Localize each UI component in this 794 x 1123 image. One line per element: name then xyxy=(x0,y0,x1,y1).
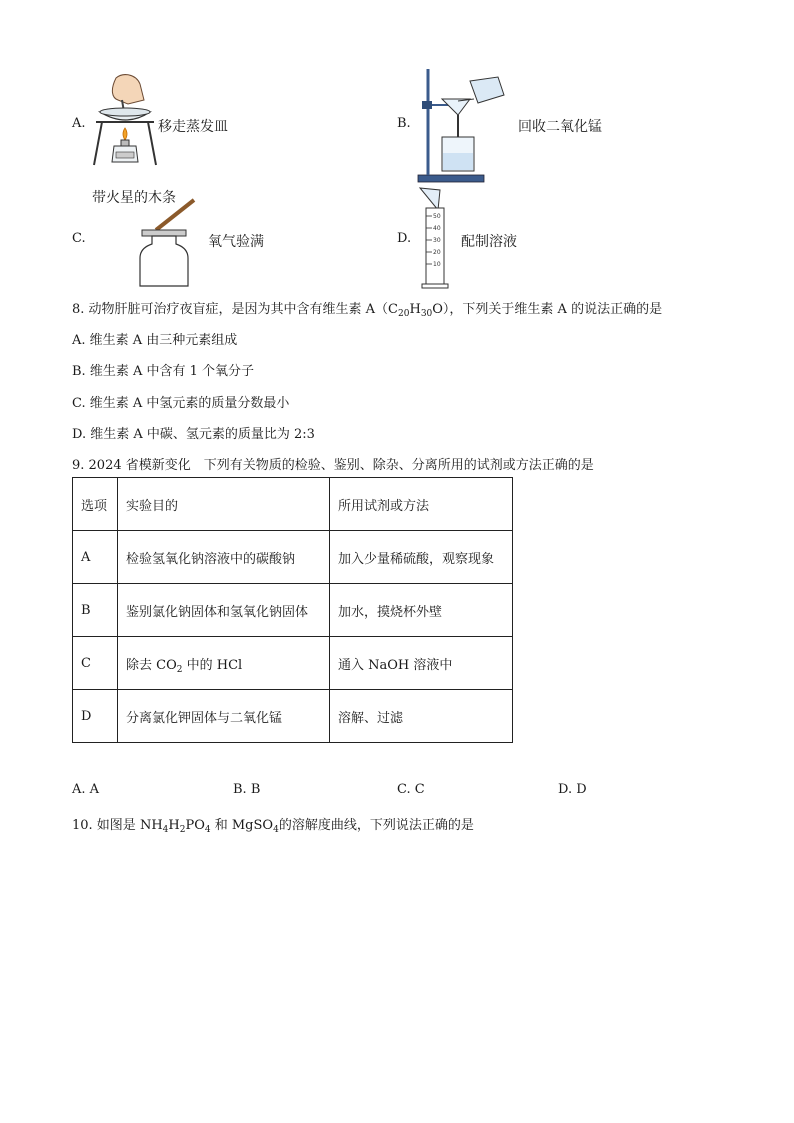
q9-answer-d: D. D xyxy=(558,782,587,797)
q10-sub: 4 xyxy=(162,825,169,835)
cylinder-mark-50: 50 xyxy=(433,213,441,220)
header-method: 所用试剂或方法 xyxy=(330,478,513,531)
q10-stem xyxy=(72,814,474,833)
evaporating-dish-figure xyxy=(88,70,158,175)
q8-stem-end: O），下列关于维生素 A 的说法正确的是 xyxy=(432,302,663,317)
q8-stem-h: H xyxy=(409,302,421,317)
row-option: A xyxy=(73,531,118,584)
header-option: 选项 xyxy=(73,478,118,531)
row-goal xyxy=(118,637,330,690)
cylinder-mark-30: 30 xyxy=(433,237,441,244)
q8-sub-c: 20 xyxy=(398,309,410,319)
table-row xyxy=(73,637,513,690)
row-option: D xyxy=(73,690,118,743)
q7-option-b-letter: B. xyxy=(397,116,411,131)
q7-option-d-caption: 配制溶液 xyxy=(461,234,517,250)
row-goal-sub: 2 xyxy=(176,664,183,675)
row-goal: 检验氢氧化钠溶液中的碳酸钠 xyxy=(118,531,330,584)
q10-part: 10. 如图是 NH xyxy=(72,818,163,833)
gas-bottle-figure xyxy=(134,196,200,290)
q10-sub: 4 xyxy=(204,825,211,835)
q8-stem-part: 8. 动物肝脏可治疗夜盲症，是因为其中含有维生素 A（C xyxy=(72,302,399,317)
q7-option-c-caption: 氧气验满 xyxy=(208,234,264,250)
q10-part: H xyxy=(168,818,180,833)
table-row xyxy=(73,584,513,637)
row-method: 通入 NaOH 溶液中 xyxy=(330,637,513,690)
row-method: 溶解、过滤 xyxy=(330,690,513,743)
q10-part: PO xyxy=(185,818,205,833)
q8-stem xyxy=(72,298,662,317)
q7-option-a-letter: A. xyxy=(72,116,86,131)
row-option: C xyxy=(73,637,118,690)
filtration-setup-figure xyxy=(414,65,506,185)
row-method: 加入少量稀硫酸，观察现象 xyxy=(330,531,513,584)
q10-part: 和 MgSO xyxy=(210,818,274,833)
q10-sub: 4 xyxy=(273,825,279,835)
cylinder-mark-40: 40 xyxy=(433,225,441,232)
q9-answer-a: A. A xyxy=(72,782,100,797)
q8-option-d: D. 维生素 A 中碳、氢元素的质量比为 2:3 xyxy=(72,427,315,442)
row-goal-part: 除去 CO xyxy=(126,657,177,673)
q8-option-a: A. 维生素 A 由三种元素组成 xyxy=(72,333,238,348)
cylinder-mark-10: 10 xyxy=(433,261,441,268)
q7-option-a-caption: 移走蒸发皿 xyxy=(158,119,228,135)
q8-sub-h: 30 xyxy=(420,309,433,319)
header-goal: 实验目的 xyxy=(118,478,330,531)
row-goal-end: 中的 HCl xyxy=(182,657,243,673)
q8-option-c: C. 维生素 A 中氢元素的质量分数最小 xyxy=(72,396,290,411)
table-row xyxy=(73,531,513,584)
graduated-cylinder-figure xyxy=(418,186,454,290)
q9-answer-c: C. C xyxy=(397,782,425,797)
row-option: B xyxy=(73,584,118,637)
q9-table xyxy=(72,477,513,743)
row-method: 加水，摸烧杯外壁 xyxy=(330,584,513,637)
table-header-row xyxy=(73,478,513,531)
q9-answer-b: B. B xyxy=(233,782,261,797)
q8-option-b: B. 维生素 A 中含有 1 个氧分子 xyxy=(72,364,255,379)
row-goal: 分离氯化钾固体与二氧化锰 xyxy=(118,690,330,743)
q10-sub: 2 xyxy=(179,825,186,835)
cylinder-mark-20: 20 xyxy=(433,249,441,256)
q7-option-b-caption: 回收二氧化锰 xyxy=(518,119,602,135)
q7-option-d-letter: D. xyxy=(397,231,412,246)
q7-option-c-label: 带火星的木条 xyxy=(92,190,176,206)
table-row xyxy=(73,690,513,743)
q7-option-c-letter: C. xyxy=(72,231,86,246)
q9-stem: 9. 2024 省模新变化 下列有关物质的检验、鉴别、除杂、分离所用的试剂或方法正确的是 xyxy=(72,458,594,473)
q10-part: 的溶解度曲线，下列说法正确的是 xyxy=(278,818,474,833)
row-goal: 鉴别氯化钠固体和氢氧化钠固体 xyxy=(118,584,330,637)
